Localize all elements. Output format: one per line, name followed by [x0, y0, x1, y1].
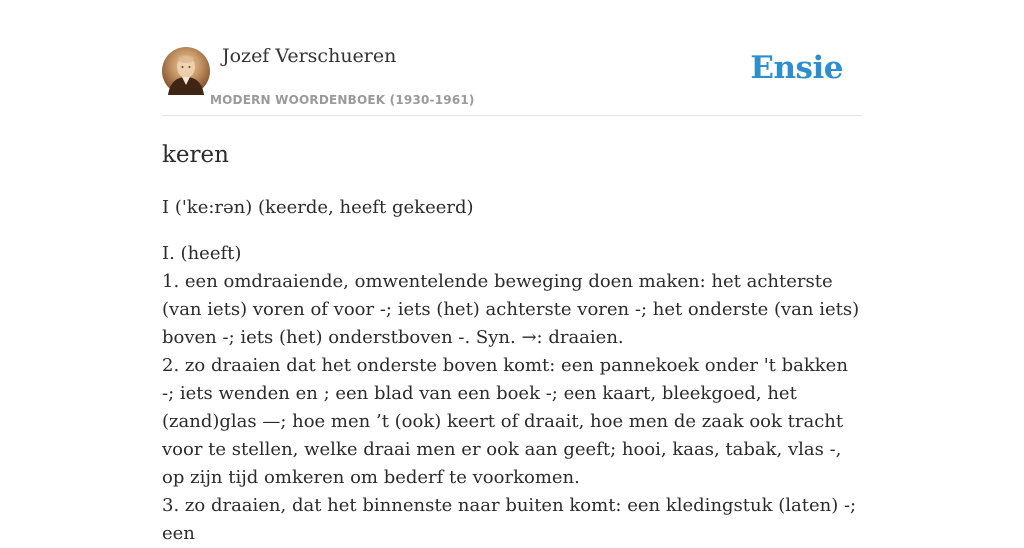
author-name[interactable]: Jozef Verschueren: [222, 45, 397, 67]
definition-line: 1. een omdraaiende, omwentelende beweging doen maken: het achterste (van iets) voren of voor -; iets (het) achterste voren -; het onderste (van iets) boven -; iets (het) onderstboven -. Syn. →: draaien.: [162, 271, 860, 348]
entry-page: [162, 0, 862, 548]
definition-line: I. (heeft): [162, 243, 242, 264]
entry-header: [162, 0, 862, 116]
entry-definition: [162, 240, 862, 548]
entry-title: keren: [162, 142, 229, 168]
entry-pronunciation: I ('ke:rən) (keerde, heeft gekeerd): [162, 197, 474, 218]
dictionary-source[interactable]: MODERN WOORDENBOEK (1930-1961): [210, 93, 475, 107]
author-avatar[interactable]: [162, 47, 210, 95]
ensie-logo[interactable]: Ensie: [750, 50, 843, 86]
author-portrait-icon: [162, 47, 210, 95]
definition-line: 2. zo draaien dat het onderste boven komt: een pannekoek onder 't bakken -; iets wenden en ; een blad van een boek -; een kaart, bleekgoed, het (zand)glas —; hoe men ’t (ook) keert of draait, hoe men de zaak ook tracht voor te stellen, welke draai men er ook aan geeft; hooi, kaas, tabak, vlas -, op zijn tijd omkeren om bederf te voorkomen.: [162, 355, 848, 488]
definition-line: 3. zo draaien, dat het binnenste naar buiten komt: een kledingstuk (laten) -; een: [162, 495, 857, 544]
